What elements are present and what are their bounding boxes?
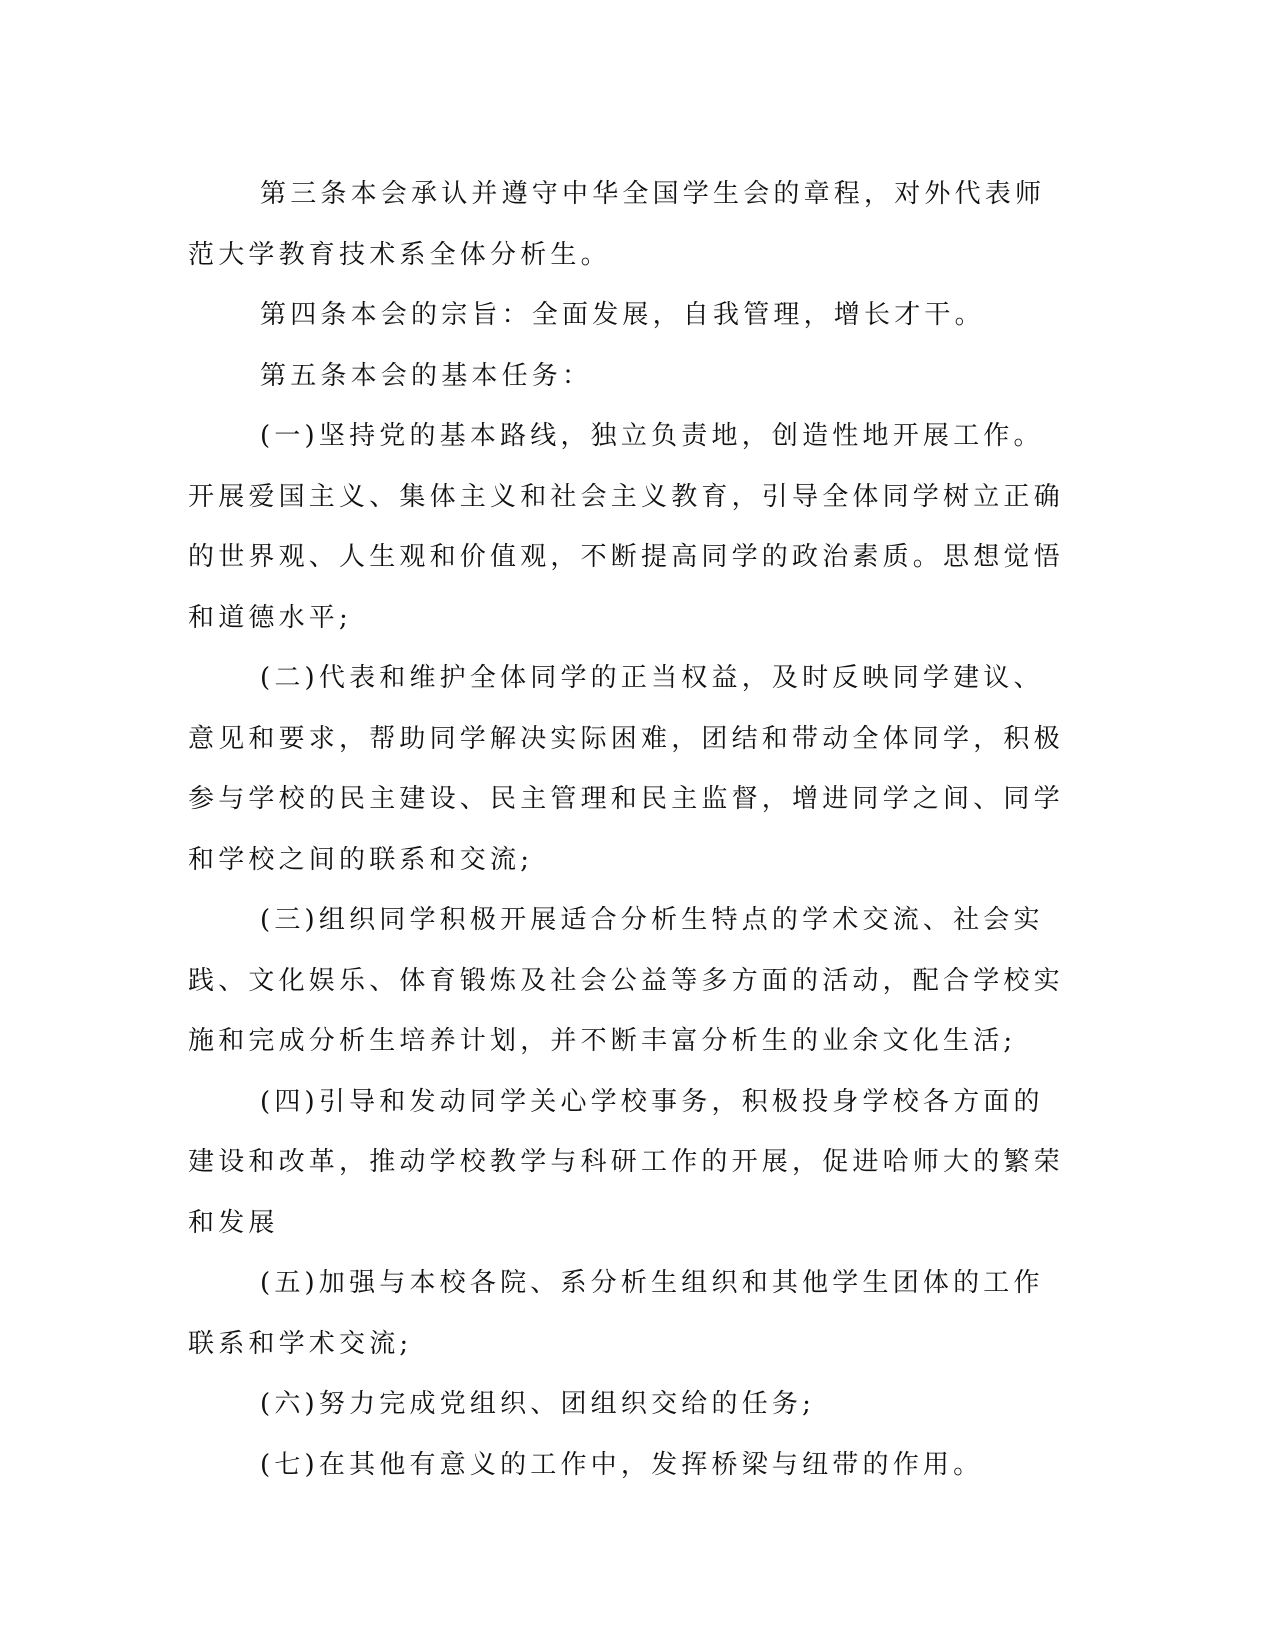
paragraph-task-7: (七)在其他有意义的工作中，发挥桥梁与纽带的作用。 [260, 1449, 984, 1480]
paragraph-task-3: (三)组织同学积极开展适合分析生特点的学术交流、社会实践、文化娱乐、体育锻炼及社会公益等多方面的活动，配合学校实施和完成分析生培养计划，并不断丰富分析生的业余文化生活; [188, 905, 1064, 1056]
document-body [188, 164, 1068, 1495]
paragraph-article-5: 第五条本会的基本任务： [260, 360, 593, 391]
paragraph-article-3: 第三条本会承认并遵守中华全国学生会的章程，对外代表师范大学教育技术系全体分析生。 [188, 179, 1046, 270]
paragraph-task-5: (五)加强与本校各院、系分析生组织和其他学生团体的工作联系和学术交流; [188, 1268, 1044, 1359]
paragraph-task-2: (二)代表和维护全体同学的正当权益，及时反映同学建议、意见和要求，帮助同学解决实际困难，团结和带动全体同学，积极参与学校的民主建设、民主管理和民主监督，增进同学之间、同学和学校之间的联系和交流; [188, 663, 1064, 875]
paragraph-task-4: (四)引导和发动同学关心学校事务，积极投身学校各方面的建设和改革，推动学校教学与科研工作的开展，促进哈师大的繁荣和发展 [188, 1086, 1064, 1238]
paragraph-task-6: (六)努力完成党组织、团组织交给的任务; [260, 1389, 816, 1419]
paragraph-article-4: 第四条本会的宗旨：全面发展，自我管理，增长才干。 [260, 300, 985, 330]
paragraph-task-1: (一)坚持党的基本路线，独立负责地，创造性地开展工作。开展爱国主义、集体主义和社会主义教育，引导全体同学树立正确的世界观、人生观和价值观，不断提高同学的政治素质。思想觉悟和道德水平; [188, 421, 1064, 633]
